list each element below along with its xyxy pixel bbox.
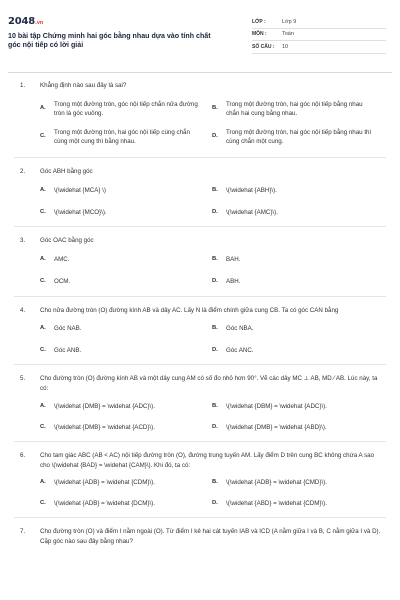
option-text: Góc NBA.	[226, 324, 254, 332]
option-a[interactable]	[40, 185, 212, 195]
option-d[interactable]	[212, 207, 384, 217]
option-c[interactable]	[40, 125, 212, 149]
option-row	[40, 125, 384, 149]
option-row	[40, 498, 384, 508]
question-text: Cho tam giác ABC (AB < AC) nội tiếp đường tròn (O), đường trung tuyến AM. Lấy điểm D trên cung BC không chứa A sao cho \(\widehat {BAD} = \widehat {CAM}\). Khi đó, ta có:	[40, 452, 375, 469]
question-number: 5.	[20, 375, 26, 382]
question-3	[8, 227, 392, 287]
options	[20, 323, 384, 355]
meta-value: 10	[282, 43, 289, 50]
option-letter: A.	[40, 324, 46, 331]
option-letter: A.	[40, 186, 46, 193]
option-text: \(\widehat {DMB} = \widehat {ABD}\).	[226, 423, 327, 431]
option-b[interactable]	[212, 323, 384, 333]
option-row	[40, 345, 384, 355]
option-text: Góc ANC.	[226, 346, 254, 354]
option-d[interactable]	[212, 277, 384, 287]
meta-value: Lớp 9	[282, 18, 297, 25]
option-b[interactable]	[212, 97, 384, 121]
option-letter: D.	[212, 133, 218, 139]
site-logo[interactable]	[8, 16, 223, 27]
question-stem	[20, 236, 384, 246]
question-text: Góc OAC bằng góc	[40, 237, 94, 244]
option-letter: D.	[212, 278, 218, 284]
question-stem	[20, 167, 384, 177]
option-letter: B.	[212, 105, 218, 111]
option-text: \(\widehat {AMC}\).	[226, 208, 278, 216]
meta-row-class	[252, 16, 386, 29]
option-row	[40, 477, 384, 487]
option-row	[40, 422, 384, 432]
option-text: \(\widehat {DMB} = \widehat {ADC}\).	[54, 402, 155, 410]
options	[20, 185, 384, 217]
option-d[interactable]	[212, 125, 384, 149]
question-text: Cho đường tròn (O) và điểm I nằm ngoài (O). Từ điểm I kẻ hai cát tuyến IAB và ICD (A nằm giữa I và B, C nằm giữa I và D). Cặp góc nào sau đây bằng nhau?	[40, 528, 381, 545]
question-stem	[20, 527, 384, 546]
question-text: Góc ABH bằng góc	[40, 167, 93, 175]
option-a[interactable]	[40, 255, 212, 265]
option-a[interactable]	[40, 477, 212, 487]
options	[20, 477, 384, 508]
option-letter: C.	[40, 423, 46, 430]
option-text: \(\widehat {MCA} \)	[54, 186, 106, 194]
option-text: \(\widehat {ADB} = \widehat {CMD}\).	[226, 478, 327, 486]
question-5	[8, 365, 392, 432]
header-left	[8, 16, 223, 72]
option-letter: D.	[212, 208, 218, 215]
option-text: Trong một đường tròn, hai góc nội tiếp bằng nhau thì cùng chắn một cung.	[226, 128, 372, 145]
meta-box	[252, 16, 386, 72]
question-4	[8, 297, 392, 356]
logo-main: 2048	[8, 16, 36, 27]
option-row	[40, 207, 384, 217]
option-b[interactable]	[212, 255, 384, 265]
option-d[interactable]	[212, 422, 384, 432]
option-c[interactable]	[40, 422, 212, 432]
question-number: 3.	[20, 237, 26, 244]
meta-label: MÔN :	[252, 31, 267, 38]
option-letter: B.	[212, 324, 218, 331]
option-letter: C.	[40, 133, 46, 139]
option-row	[40, 255, 384, 265]
option-text: \(\widehat {DMB} = \widehat {ACD}\).	[54, 423, 155, 431]
option-row	[40, 185, 384, 195]
options	[20, 97, 384, 149]
option-row	[40, 97, 384, 121]
option-letter: C.	[40, 208, 46, 215]
question-number: 7.	[20, 528, 26, 535]
option-letter: B.	[212, 402, 218, 409]
option-row	[40, 401, 384, 411]
option-letter: B.	[212, 256, 218, 262]
question-stem	[20, 306, 384, 316]
option-row	[40, 323, 384, 333]
option-d[interactable]	[212, 498, 384, 508]
option-letter: A.	[40, 105, 46, 111]
logo-suffix: .vn	[35, 20, 44, 26]
option-text: Góc NAB.	[54, 324, 82, 332]
question-number: 2.	[20, 167, 26, 175]
option-letter: A.	[40, 478, 46, 485]
option-text: Góc ANB.	[54, 346, 82, 354]
option-letter: A.	[40, 256, 46, 262]
option-text: Trong một đường tròn, hai góc nội tiếp cùng chắn cùng một cung thì bằng nhau.	[54, 128, 190, 145]
question-text: Cho đường tròn (O) đường kính AB và một dây cung AM có số đo nhỏ hơn 90°. Vẽ các dây MC ⊥ AB, MD ⁄ AB. Lúc này, ta có:	[40, 375, 378, 392]
option-c[interactable]	[40, 498, 212, 508]
option-letter: D.	[212, 499, 218, 506]
option-a[interactable]	[40, 323, 212, 333]
option-letter: C.	[40, 278, 46, 284]
option-letter: D.	[212, 423, 218, 430]
option-text: \(\widehat {ABD} = \widehat {CDM}\).	[226, 499, 327, 507]
option-letter: D.	[212, 346, 218, 353]
question-1	[8, 73, 392, 149]
option-row	[40, 277, 384, 287]
option-c[interactable]	[40, 345, 212, 355]
meta-value: Toán	[282, 31, 294, 38]
question-number: 1.	[20, 82, 26, 89]
option-text: \(\widehat {ABH}\).	[226, 186, 277, 194]
option-b[interactable]	[212, 185, 384, 195]
question-6	[8, 442, 392, 508]
option-text: Trong một đường tròn, góc nội tiếp chắn nửa đường tròn là góc vuông.	[54, 100, 198, 117]
option-letter: B.	[212, 186, 218, 193]
option-b[interactable]	[212, 401, 384, 411]
question-number: 6.	[20, 452, 26, 459]
option-text: Trong một đường tròn, hai góc nội tiếp bằng nhau chắn hai cung bằng nhau.	[226, 100, 363, 117]
option-letter: A.	[40, 402, 46, 409]
meta-label: LỚP :	[252, 18, 266, 25]
meta-row-subject	[252, 29, 386, 42]
option-text: \(\widehat {ADB} = \widehat {DCM}\).	[54, 499, 155, 507]
option-d[interactable]	[212, 345, 384, 355]
question-text: Khẳng định nào sau đây là sai?	[40, 82, 127, 89]
option-letter: C.	[40, 499, 46, 506]
option-letter: C.	[40, 346, 46, 353]
option-a[interactable]	[40, 97, 212, 121]
meta-label: SỐ CÂU :	[252, 43, 275, 50]
question-stem	[20, 81, 384, 91]
options	[20, 255, 384, 287]
option-c[interactable]	[40, 207, 212, 217]
option-text: ABH.	[226, 278, 241, 285]
question-text: Cho nửa đường tròn (O) đường kính AB và dây AC. Lấy N là điểm chính giữa cung CB. Ta có góc CAN bằng	[40, 306, 339, 314]
option-text: \(\widehat {DBM} = \widehat {ADC}\).	[226, 402, 327, 410]
question-2	[8, 158, 392, 218]
option-text: \(\widehat {MCO}\).	[54, 208, 107, 216]
question-7	[8, 518, 392, 546]
question-number: 4.	[20, 306, 26, 314]
option-text: OCM.	[54, 278, 71, 285]
option-c[interactable]	[40, 277, 212, 287]
question-stem	[20, 451, 384, 470]
option-letter: B.	[212, 478, 218, 485]
option-text: \(\widehat {ADB} = \widehat {CDM}\).	[54, 478, 155, 486]
question-stem	[20, 374, 384, 393]
option-text: AMC.	[54, 256, 70, 263]
document-title: 10 bài tập Chứng minh hai góc bằng nhau dựa vào tính chất góc nội tiếp có lời giải	[8, 32, 211, 49]
option-b[interactable]	[212, 477, 384, 487]
option-a[interactable]	[40, 401, 212, 411]
header	[8, 0, 392, 72]
option-text: BAH.	[226, 256, 241, 263]
meta-row-count	[252, 41, 386, 54]
options	[20, 401, 384, 432]
